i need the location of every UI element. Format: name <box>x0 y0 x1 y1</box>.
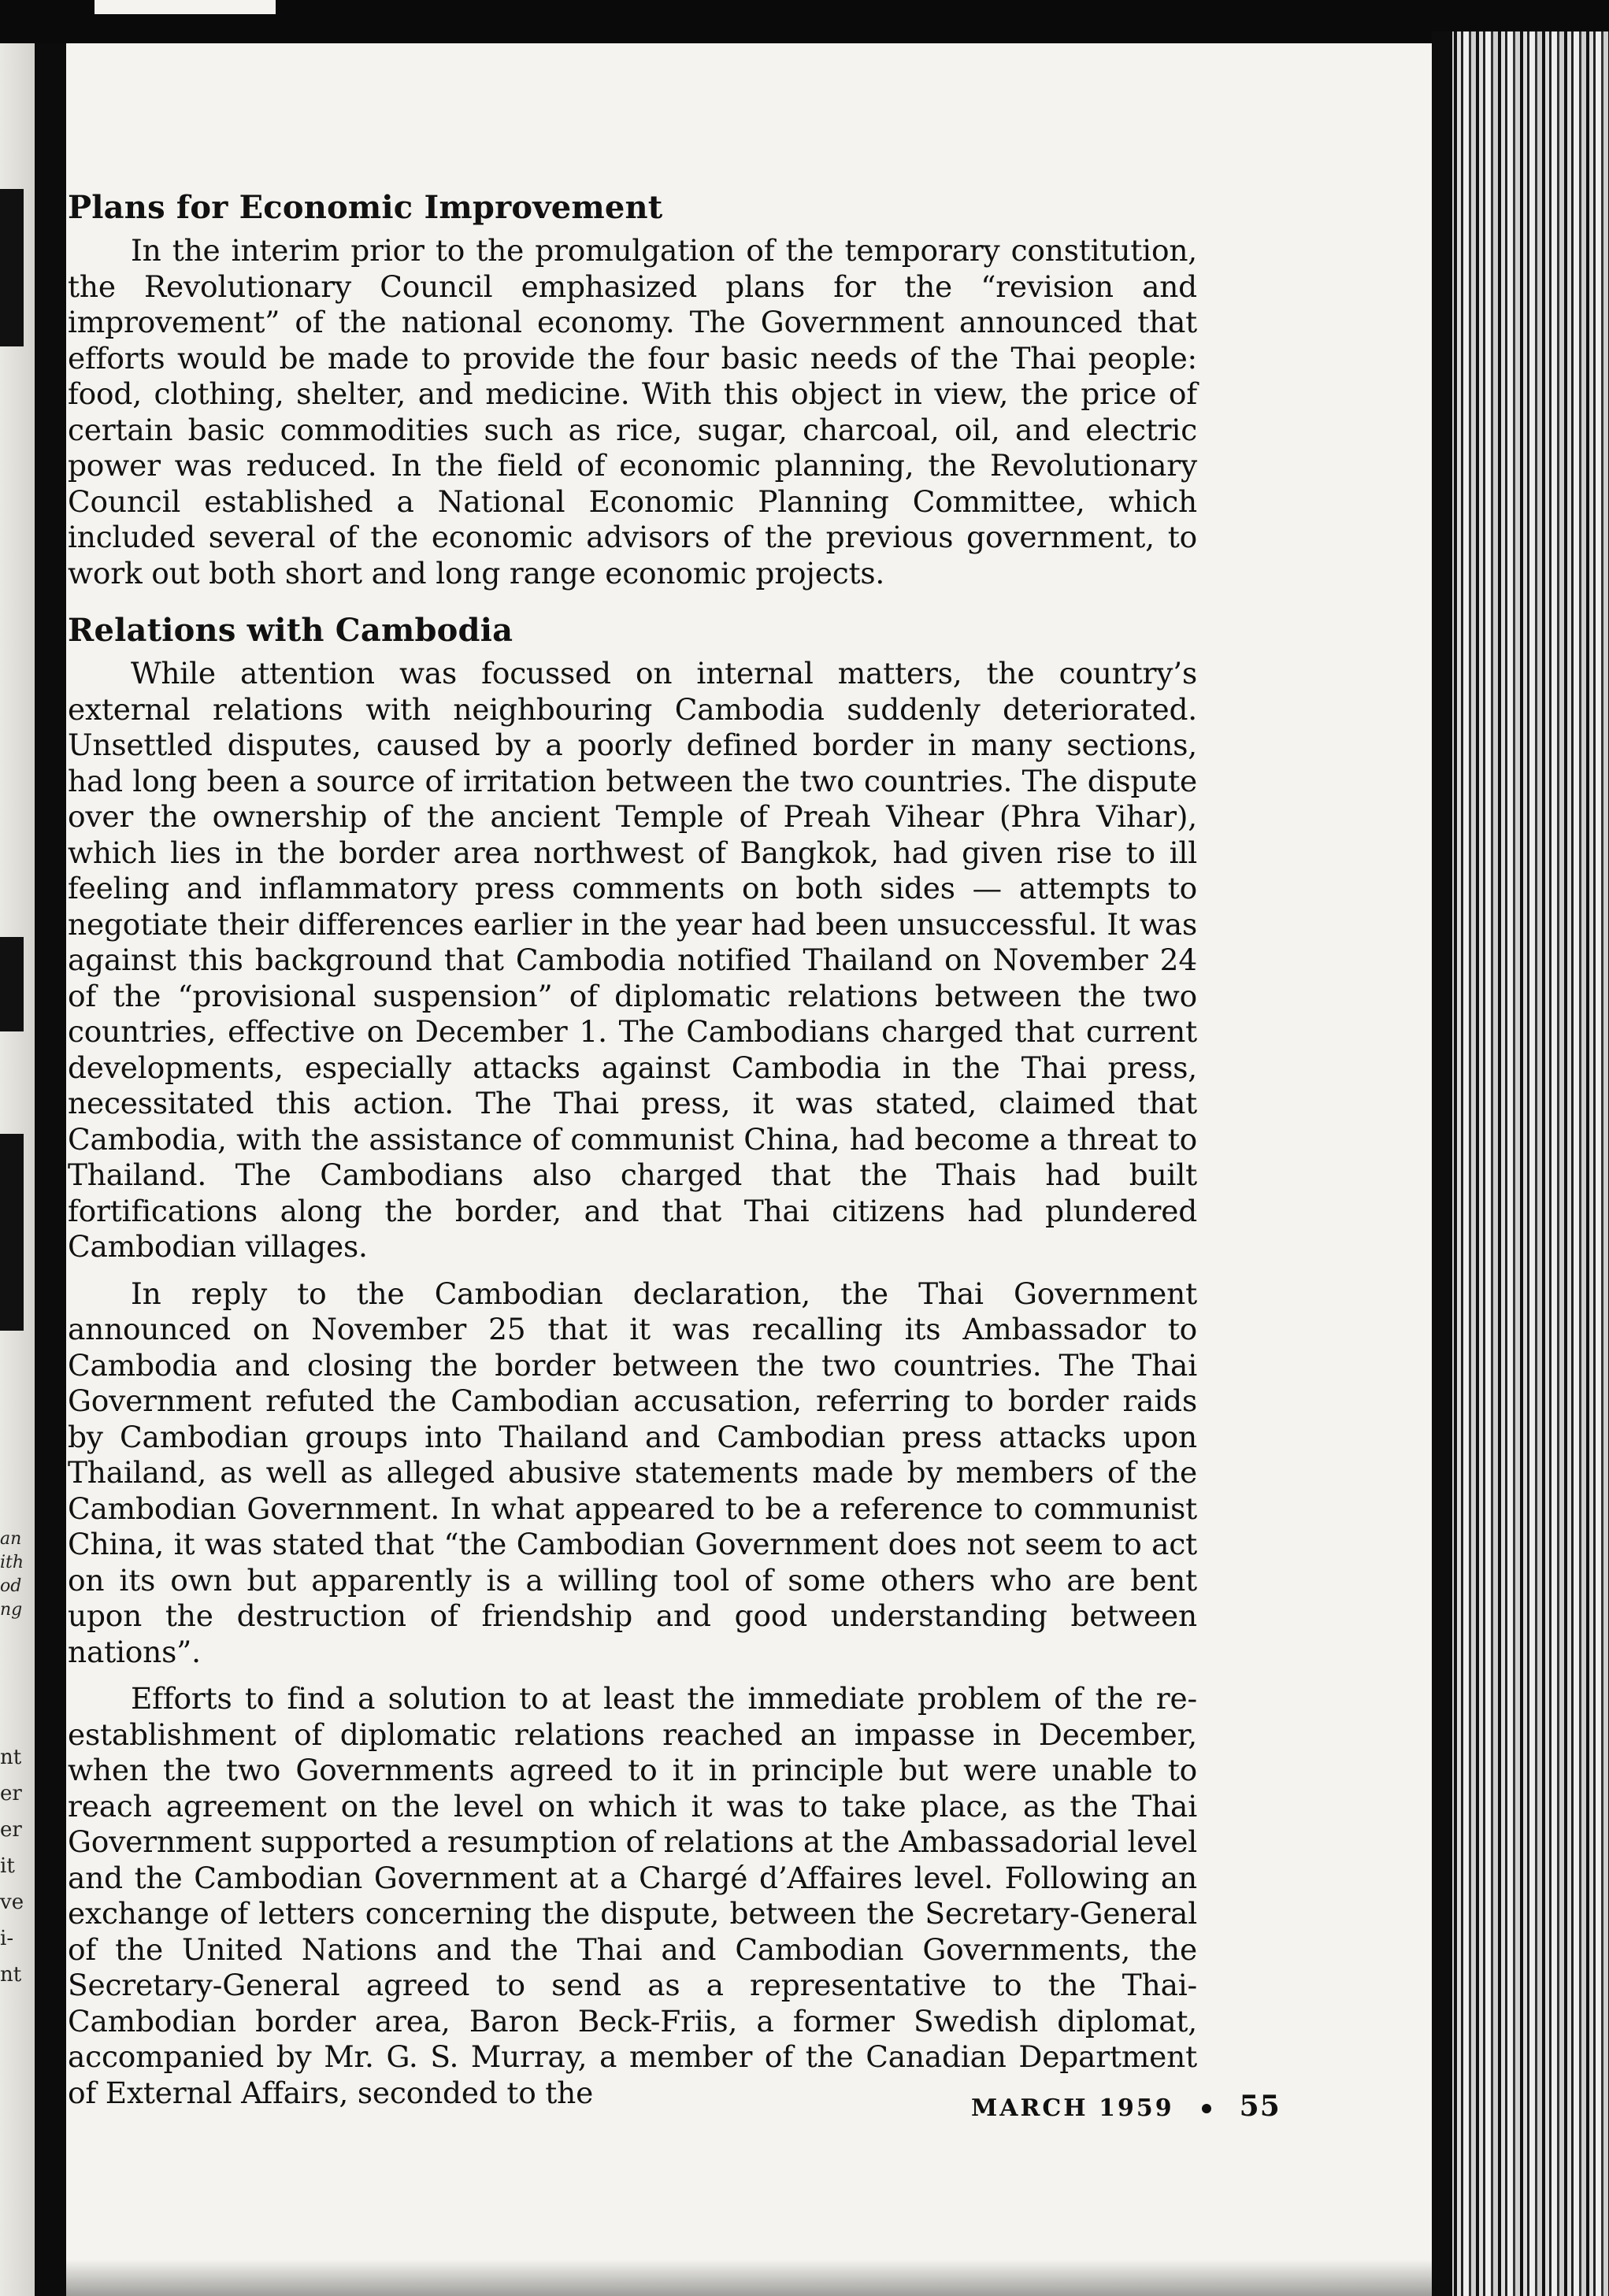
margin-fragment: an <box>0 1529 22 1549</box>
margin-fragment: nt <box>0 1963 22 1987</box>
scan-right-border <box>1432 31 1452 2296</box>
scan-left-block <box>0 937 24 1031</box>
scan-top-notch <box>95 0 276 14</box>
margin-fragment: ve <box>0 1890 24 1914</box>
paragraph: In reply to the Cambodian declaration, the Thai Government announced on November 25 that it was recalling its Ambassador to Cambodia and closing the border between the two countries. The Thai Government refuted the Cambodian accusation, referring to border raids by Cambodian groups into Thailand and Cambodian press attacks upon Thailand, as well as alleged abusive statements made by members of the Cambodian Government. In what appeared to be a reference to communist China, it was stated that “the Cambodian Government does not seem to act on its own but apparently is a willing tool of some others who are bent upon the destruction of friendship and good understanding between nations”. <box>68 1276 1197 1669</box>
book-page-edges <box>1432 31 1609 2296</box>
section-heading: Plans for Economic Improvement <box>68 189 663 226</box>
section-economic-improvement <box>68 186 1197 591</box>
scan-bottom-shadow <box>66 2260 1432 2296</box>
margin-fragment: er <box>0 1782 22 1805</box>
margin-fragment: i- <box>0 1927 14 1950</box>
paragraph: While attention was focussed on internal matters, the country’s external relations with neighbouring Cambodia suddenly deteriorated. Unsettled disputes, caused by a poorly defined border in many sections, had long been a source of irritation between the two countries. The dispute over the ownership of the ancient Temple of Preah Vihear (Phra Vihar), which lies in the border area northwest of Bangkok, had given rise to ill feeling and inflammatory press comments on both sides — attempts to negotiate their differences earlier in the year had been unsuccessful. It was against this background that Cambodia notified Thailand on November 24 of the “provisional suspension” of diplomatic relations between the two countries, effective on December 1. The Cambodians charged that current developments, especially attacks against Cambodia in the Thai press, necessitated this action. The Thai press, it was stated, claimed that Cambodia, with the assistance of communist China, had become a threat to Thailand. The Cambodians also charged that the Thais had built fortifications along the border, and that Thai citizens had plundered Cambodian villages. <box>68 656 1197 1264</box>
scan-gutter-shadow <box>35 43 66 2296</box>
scan-left-block <box>0 189 24 346</box>
page-footer <box>971 2090 1286 2123</box>
paragraph: In the interim prior to the promulgation of the temporary constitution, the Revolutionary Council emphasized plans for the “revision and improvement” of the national economy. The Government announced that efforts would be made to provide the four basic needs of the Thai people: food, clothing, shelter, and medicine. With this object in view, the price of certain basic commodities such as rice, sugar, charcoal, oil, and electric power was reduced. In the field of economic planning, the Revolutionary Council established a National Economic Planning Committee, which included several of the economic advisors of the previous government, to work out both short and long range economic projects. <box>68 233 1197 591</box>
margin-fragment: ng <box>0 1600 23 1620</box>
margin-fragment: nt <box>0 1746 22 1769</box>
margin-fragment: er <box>0 1818 22 1842</box>
section-heading: Relations with Cambodia <box>68 612 513 649</box>
bullet-separator-icon <box>1202 2104 1211 2113</box>
page-number: 55 <box>1239 2090 1281 2123</box>
margin-fragment: ith <box>0 1553 24 1572</box>
paragraph: Efforts to find a solution to at least the immediate problem of the re-establishment of diplomatic relations reached an impasse in December, when the two Governments agreed to it in principle but were unable to reach agreement on the level on which it was to take place, as the Thai Government supported a resumption of relations at the Ambassadorial level and the Cambodian Government at a Chargé d’Affaires level. Following an exchange of letters concerning the dispute, between the Secretary-General of the United Nations and the Thai and Cambodian Governments, the Secretary-General agreed to send as a representative to the Thai-Cambodian border area, Baron Beck-Friis, a former Swedish diplomat, accompanied by Mr. G. S. Murray, a member of the Canadian Department of External Affairs, seconded to the <box>68 1681 1197 2110</box>
scan-left-block <box>0 1134 24 1331</box>
article-body <box>68 186 1197 2111</box>
section-relations-cambodia <box>68 609 1197 2111</box>
issue-date: MARCH 1959 <box>971 2094 1174 2122</box>
margin-fragment: it <box>0 1854 15 1878</box>
margin-fragment: od <box>0 1576 22 1596</box>
